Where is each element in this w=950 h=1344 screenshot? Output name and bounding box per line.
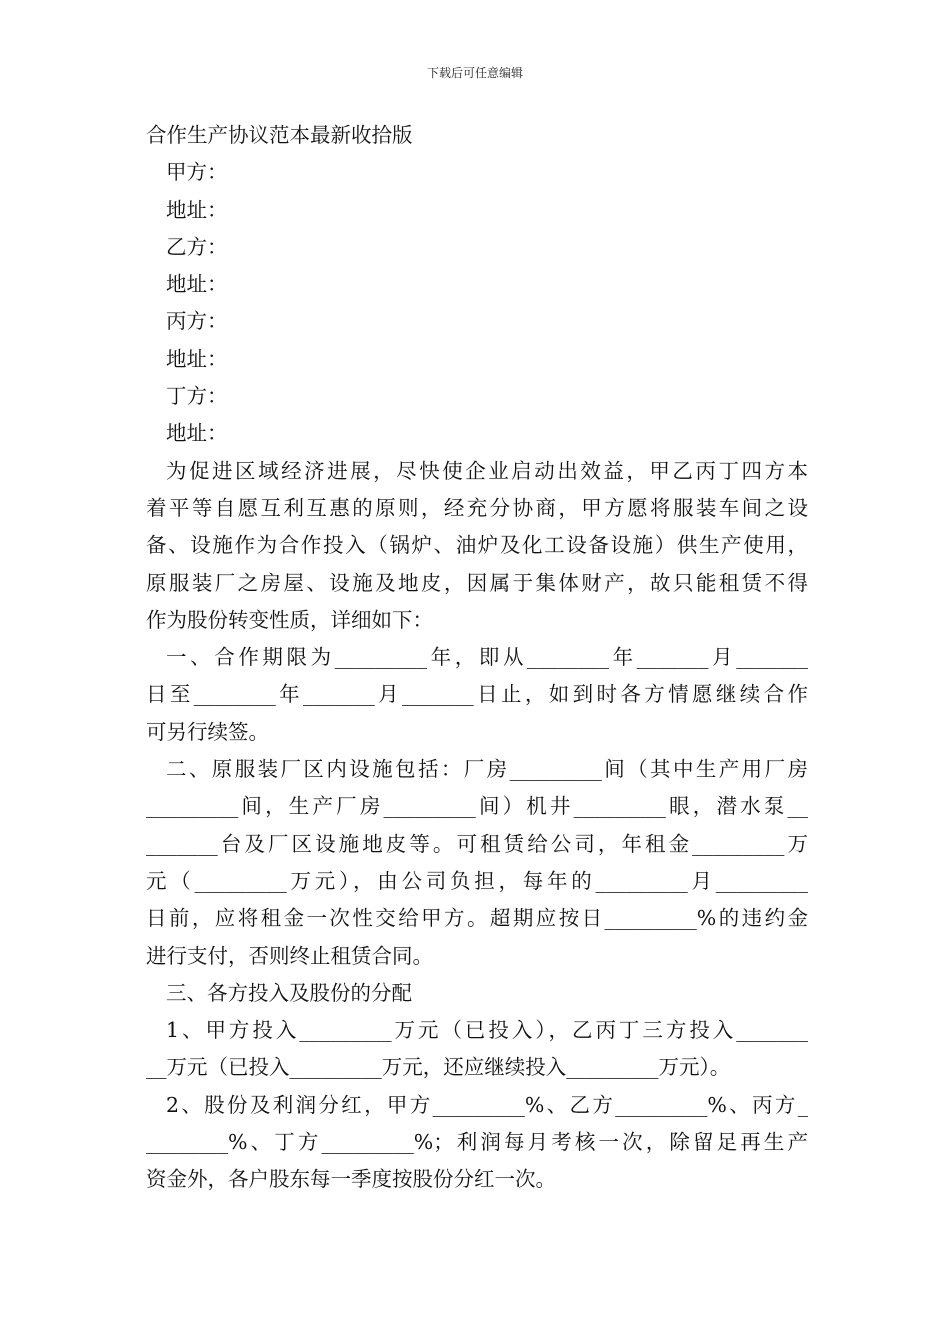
section3-item2-line: 2、股份及利润分红，甲方_________%、乙方_________%、丙方_: [166, 1092, 808, 1117]
party-yi-label: 乙方：: [166, 234, 228, 259]
section3-item1-line: __万元（已投入_________万元，还应继续投入_________万元）。: [146, 1055, 731, 1080]
party-ding-address-label: 地址：: [166, 421, 228, 446]
party-bing-address-label: 地址：: [166, 346, 228, 371]
preamble-line: 为促进区域经济进展，尽快使企业启动出效益，甲乙丙丁四方本: [166, 458, 808, 483]
section2-line: 元（_________万元），由公司负担，每年的_________月_________: [146, 868, 808, 893]
party-jia-label: 甲方：: [166, 160, 228, 185]
section2-line: _________间，生产厂房_________间）机井_________眼，潜水泵__: [146, 794, 808, 819]
section3-item2-line: ________%、丁方_________%；利润每月考核一次，除留足再生产: [146, 1130, 808, 1155]
party-yi-address-label: 地址：: [166, 272, 228, 297]
section1-line: 可另行续签。: [146, 719, 269, 744]
document-body: [146, 117, 808, 1199]
party-bing-label: 丙方：: [166, 309, 228, 334]
section3-item1-line: 1、甲方投入_________万元（已投入），乙丙丁三方投入_______: [166, 1018, 808, 1043]
section3-title: 三、各方投入及股份的分配: [166, 980, 412, 1005]
section3-item2-line: 资金外，各户股东每一季度按股份分红一次。: [146, 1167, 556, 1192]
preamble-line: 备、设施作为合作投入（锅炉、油炉及化工设备设施）供生产使用，: [146, 533, 808, 558]
section1-line: 一、合作期限为_________年，即从________年_______月_______: [166, 645, 808, 670]
document-title: 合作生产协议范本最新收拾版: [146, 123, 413, 147]
section2-line: 日前，应将租金一次性交给甲方。超期应按日_________%的违约金: [146, 906, 808, 931]
section2-line: _______台及厂区设施地皮等。可租赁给公司，年租金_________万: [146, 831, 808, 856]
preamble-line: 作为股份转变性质，详细如下：: [146, 607, 433, 632]
download-note: 下载后可任意编辑: [426, 66, 523, 80]
preamble-line: 原服装厂之房屋、设施及地皮，因属于集体财产，故只能租赁不得: [146, 570, 808, 595]
party-ding-label: 丁方：: [166, 384, 228, 409]
section2-line: 进行支付，否则终止租赁合同。: [146, 943, 433, 968]
section1-line: 日至________年_______月_______日止，如到时各方情愿继续合作: [146, 682, 808, 707]
preamble-line: 着平等自愿互利互惠的原则，经充分协商，甲方愿将服装车间之设: [146, 495, 808, 520]
section2-line: 二、原服装厂区内设施包括：厂房_________间（其中生产用厂房: [166, 757, 808, 782]
party-jia-address-label: 地址：: [166, 197, 228, 222]
